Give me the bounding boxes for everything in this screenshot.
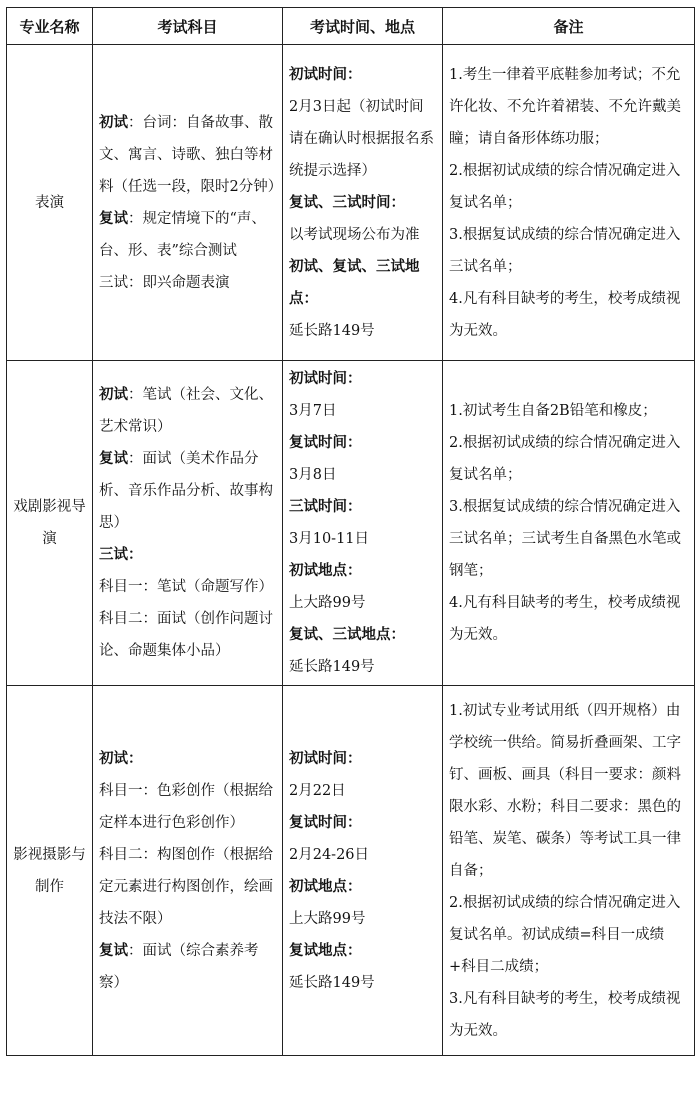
header-major: 专业名称 [7, 8, 93, 45]
cell-line [289, 775, 436, 807]
cell-text: 2.根据初试成绩的综合情况确定进入复试名单； [449, 435, 681, 483]
notes-cell [443, 686, 695, 1056]
cell-text: ：面试（综合素养考察） [99, 942, 259, 991]
time-cell [283, 686, 443, 1056]
bold-label: 复试 [99, 209, 128, 227]
cell-text: 3月10-11日 [289, 531, 370, 547]
header-notes: 备注 [443, 8, 695, 45]
cell-line [289, 555, 436, 587]
bold-label: 初试时间： [289, 749, 362, 767]
header-time-place: 考试时间、地点 [283, 8, 443, 45]
bold-label: 复试时间： [289, 813, 362, 831]
cell-line [289, 219, 436, 251]
exam-schedule-table [6, 7, 695, 1056]
cell-line [99, 743, 276, 775]
cell-text: 1.初试考生自备2B铅笔和橡皮； [449, 403, 657, 419]
cell-line [99, 539, 276, 571]
cell-line [449, 587, 688, 651]
cell-text: 延长路149号 [289, 974, 375, 991]
cell-line [289, 395, 436, 427]
cell-line [99, 839, 276, 935]
cell-text: ：面试（美术作品分析、音乐作品分析、故事构思） [99, 451, 273, 531]
bold-label: 初试 [99, 386, 128, 403]
cell-line [289, 491, 436, 523]
cell-text: 3.根据复试成绩的综合情况确定进入三试名单； [449, 226, 681, 275]
cell-text: 1.考生一律着平底鞋参加考试；不允许化妆、不允许着裙装、不允许戴美瞳；请自备形体练功服； [449, 66, 681, 147]
notes-cell [443, 361, 695, 686]
cell-text: 2月22日 [289, 782, 346, 799]
cell-line [289, 91, 436, 187]
cell-line [99, 379, 276, 443]
cell-text: ：规定情境下的“声、台、形、表”综合测试 [99, 210, 266, 259]
cell-text: ：台词：自备故事、散文、寓言、诗歌、独白等材料（任选一段，限时2分钟） [99, 114, 283, 195]
major-cell: 表演 [7, 45, 93, 361]
bold-label: 复试、三试时间： [289, 193, 405, 211]
cell-line [449, 283, 688, 347]
bold-label: 复试、三试地点： [289, 626, 405, 643]
cell-line [289, 459, 436, 491]
cell-text: 以考试现场公布为准 [289, 226, 420, 243]
cell-text: 2.根据初试成绩的综合情况确定进入复试名单。初试成绩=科目一成绩+科目二成绩； [449, 894, 681, 975]
cell-line [289, 903, 436, 935]
cell-line [99, 203, 276, 267]
cell-line [99, 571, 276, 603]
cell-line [289, 651, 436, 683]
cell-line [289, 187, 436, 219]
bold-label: 三试： [99, 546, 143, 563]
cell-text: 2月3日起（初试时间请在确认时根据报名系统提示选择） [289, 98, 434, 179]
cell-line [99, 107, 283, 203]
cell-line [289, 315, 436, 347]
cell-text: 3.根据复试成绩的综合情况确定进入三试名单；三试考生自备黑色水笔或钢笔； [449, 499, 681, 579]
bold-label: 三试时间： [289, 498, 362, 515]
bold-label: 初试： [99, 749, 143, 767]
cell-text: 科目一：笔试（命题写作） [99, 579, 273, 595]
cell-line [289, 251, 436, 315]
bold-label: 初试、复试、三试地点： [289, 257, 420, 307]
time-cell [283, 361, 443, 686]
cell-text: ：笔试（社会、文化、艺术常识） [99, 387, 273, 435]
cell-line [449, 427, 688, 491]
cell-text: 3月7日 [289, 403, 337, 419]
cell-line [289, 363, 436, 395]
table-row [7, 361, 695, 686]
bold-label: 复试 [99, 450, 128, 467]
cell-line [289, 743, 436, 775]
bold-label: 初试 [99, 113, 128, 131]
cell-line [289, 967, 436, 999]
table-header-row [7, 8, 695, 45]
table-row [7, 45, 695, 361]
cell-line [449, 219, 688, 283]
cell-line [449, 887, 688, 983]
cell-text: 3月8日 [289, 467, 337, 483]
header-subjects: 考试科目 [93, 8, 283, 45]
bold-label: 初试时间： [289, 65, 362, 83]
cell-line [289, 427, 436, 459]
cell-text: 1.初试专业考试用纸（四开规格）由学校统一供给。简易折叠画架、工字钉、画板、画具（科目一要求：颜料限水彩、水粉；科目二要求：黑色的铅笔、炭笔、碳条）等考试工具一律自备； [449, 702, 681, 879]
major-cell: 戏剧影视导演 [7, 361, 93, 686]
cell-text: 2.根据初试成绩的综合情况确定进入复试名单； [449, 162, 681, 211]
bold-label: 初试地点： [289, 877, 362, 895]
cell-text: 科目二：构图创作（根据给定元素进行构图创作，绘画技法不限） [99, 846, 273, 927]
cell-line [99, 443, 276, 539]
bold-label: 初试时间： [289, 370, 362, 387]
cell-text: 科目二：面试（创作问题讨论、命题集体小品） [99, 611, 273, 659]
cell-text: 上大路99号 [289, 910, 366, 927]
cell-line [289, 587, 436, 619]
cell-text: 3.凡有科目缺考的考生，校考成绩视为无效。 [449, 990, 681, 1039]
cell-text: 三试：即兴命题表演 [99, 274, 230, 291]
cell-line [289, 935, 436, 967]
subjects-cell [93, 686, 283, 1056]
cell-line [449, 155, 688, 219]
table-row [7, 686, 695, 1056]
cell-line [289, 807, 436, 839]
subjects-cell [93, 361, 283, 686]
cell-line [449, 695, 688, 887]
bold-label: 复试 [99, 941, 128, 959]
cell-line [449, 983, 688, 1047]
cell-text: 上大路99号 [289, 595, 366, 611]
cell-line [449, 491, 688, 587]
cell-line [289, 619, 436, 651]
cell-text: 2月24-26日 [289, 846, 370, 863]
cell-line [289, 871, 436, 903]
cell-line [289, 839, 436, 871]
bold-label: 初试地点： [289, 562, 362, 579]
cell-text: 4.凡有科目缺考的考生，校考成绩视为无效。 [449, 595, 681, 643]
cell-line [99, 603, 276, 667]
cell-line [99, 267, 276, 299]
notes-cell [443, 45, 695, 361]
cell-line [289, 523, 436, 555]
subjects-cell [93, 45, 283, 361]
bold-label: 复试时间： [289, 434, 362, 451]
cell-line [449, 395, 688, 427]
cell-line [449, 59, 688, 155]
bold-label: 复试地点： [289, 941, 362, 959]
cell-text: 延长路149号 [289, 659, 375, 675]
cell-text: 延长路149号 [289, 322, 375, 339]
time-cell [283, 45, 443, 361]
cell-text: 科目一：色彩创作（根据给定样本进行色彩创作） [99, 782, 273, 831]
cell-line [289, 59, 436, 91]
cell-line [99, 935, 276, 999]
cell-text: 4.凡有科目缺考的考生，校考成绩视为无效。 [449, 290, 681, 339]
major-cell: 影视摄影与制作 [7, 686, 93, 1056]
cell-line [99, 775, 276, 839]
